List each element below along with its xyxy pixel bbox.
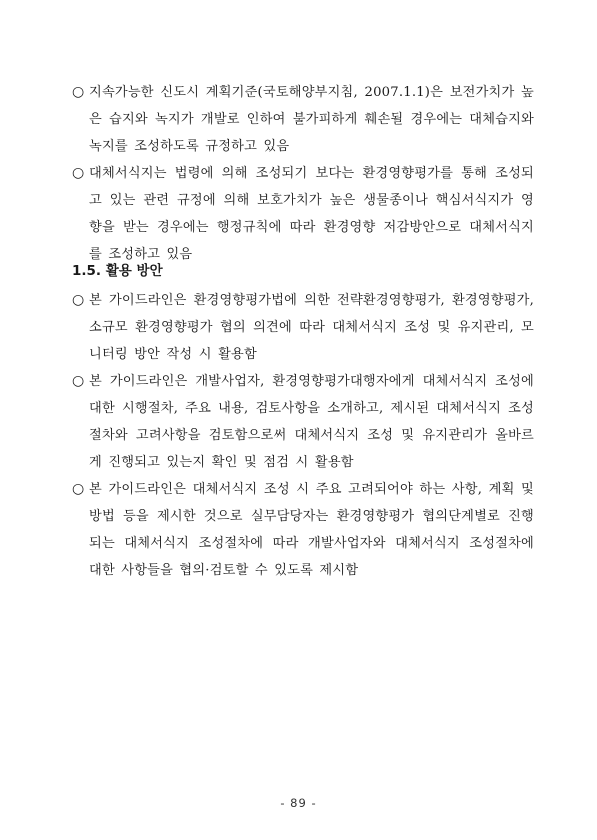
bullet-item [72,79,534,160]
bullet-item [72,287,534,368]
circle-bullet-icon: ○ [72,373,85,389]
usage-bullet-list [72,287,534,584]
bullet-text: 본 가이드라인은 개발사업자, 환경영향평가대행자에게 대체서식지 조성에 대한 시행절차, 주요 내용, 검토사항을 소개하고, 제시된 대체서식지 조성절차와 고려사항을 검토함으로써 대체서식지 조성 및 유지관리가 올바르게 진행되고 있는지 확인 및 점검 시 활용함 [89,374,534,470]
bullet-item [72,160,534,268]
page-number: - 89 - [280,796,317,810]
bullet-text: 본 가이드라인은 환경영향평가법에 의한 전략환경영향평가, 환경영향평가, 소규모 환경영향평가 협의 의견에 따라 대체서식지 조성 및 유지관리, 모니터링 방안 작성 시 활용함 [89,293,534,362]
bullet-text: 대체서식지는 법령에 의해 조성되기 보다는 환경영향평가를 통해 조성되고 있는 관련 규정에 의해 보호가치가 높은 생물종이나 핵심서식지가 영향을 받는 경우에는 행정규칙에 따라 환경영향 저감방안으로 대체서식지를 조성하고 있음 [89,166,534,262]
section-heading: 1.5. 활용 방안 [72,263,163,279]
bullet-text: 본 가이드라인은 대체서식지 조성 시 주요 고려되어야 하는 사항, 계획 및 방법 등을 제시한 것으로 실무담당자는 환경영향평가 협의단계별로 진행되는 대체서식지 조성절차에 따라 개발사업자와 대체서식지 조성절차에 대한 사항들을 협의·검토할 수 있도록 제시함 [89,482,534,578]
circle-bullet-icon: ○ [72,481,85,497]
bullet-item [72,368,534,476]
circle-bullet-icon: ○ [72,292,85,308]
bullet-item [72,476,534,584]
circle-bullet-icon: ○ [72,84,85,100]
circle-bullet-icon: ○ [72,165,85,181]
intro-bullet-list [72,79,534,268]
bullet-text: 지속가능한 신도시 계획기준(국토해양부지침, 2007.1.1)은 보전가치가 높은 습지와 녹지가 개발로 인하여 불가피하게 훼손될 경우에는 대체습지와 녹지를 조성하도록 규정하고 있음 [89,85,534,154]
